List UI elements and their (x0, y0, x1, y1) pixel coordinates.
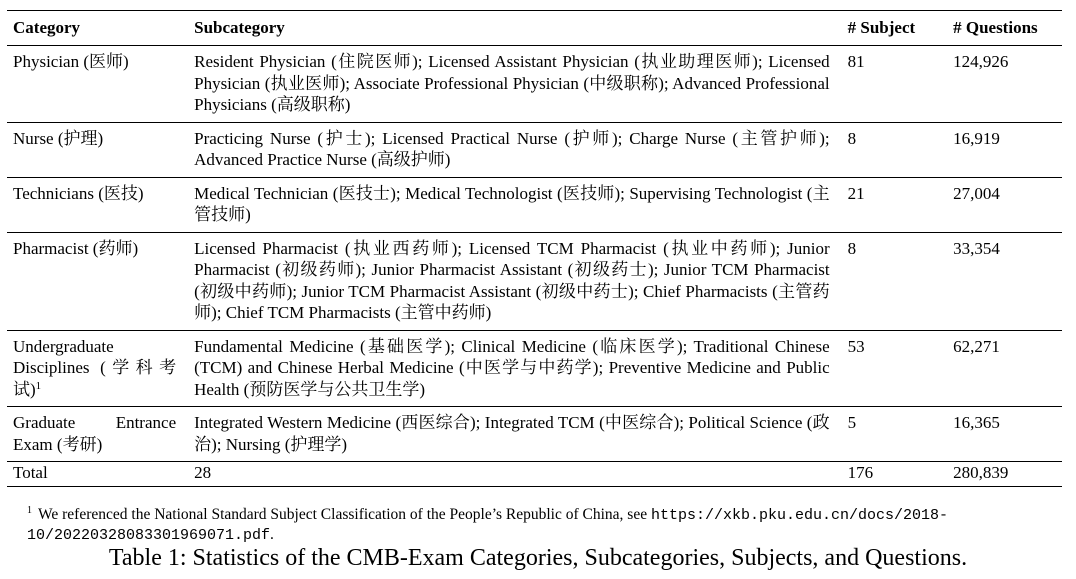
footnote-link[interactable]: https://xkb.pku.edu.cn/docs/2018-10/20220328083301969071.pdf (27, 507, 949, 544)
subcategory-cell: Fundamental Medicine (基础医学); Clinical Medicine (临床医学); Traditional Chinese (TCM) and Chinese Herbal Medicine (中医学与中药学); Preventive Medicine and Public Health (预防医学与公共卫生学) (194, 336, 830, 399)
subject-count-cell: 5 (847, 413, 857, 432)
question-count-cell: 27,004 (953, 183, 1000, 203)
question-count-cell: 16,919 (953, 128, 1000, 148)
statistics-table (7, 10, 1062, 487)
subcategory-cell: Practicing Nurse (护士); Licensed Practical Nurse (护师); Charge Nurse (主管护师); Advanced Practice Nurse (高级护师) (194, 128, 830, 169)
subject-count-cell: 21 (847, 183, 865, 203)
total-subject-count: 176 (847, 463, 874, 482)
table-caption: Table 1: Statistics of the CMB-Exam Categories, Subcategories, Subjects, and Questions. (108, 545, 968, 571)
total-question-count: 280,839 (953, 463, 1009, 482)
footnote-end: . (270, 526, 274, 543)
question-count-cell: 33,354 (953, 238, 1000, 258)
footnote-text: We referenced the National Standard Subject Classification of the People’s Republic of China, see (38, 506, 648, 523)
table-row (7, 330, 1062, 407)
category-label: Undergraduate Disciplines (学科考试) (13, 336, 177, 399)
total-subcategory-count: 28 (194, 463, 212, 482)
question-count-cell: 16,365 (953, 413, 1000, 432)
table-row (7, 177, 1062, 232)
question-count-cell: 62,271 (953, 336, 1000, 356)
header-subject: # Subject (847, 18, 916, 38)
footnote (27, 505, 1067, 545)
footnote-ref: 1 (35, 379, 42, 392)
total-row (7, 462, 1062, 487)
table-row (7, 46, 1062, 123)
header-questions: # Questions (953, 18, 1038, 38)
subcategory-cell: Integrated Western Medicine (西医综合); Integrated TCM (中医综合); Political Science (政治); Nursing (护理学) (194, 413, 830, 454)
category-cell: Pharmacist (药师) (13, 238, 139, 258)
subject-count-cell: 8 (847, 238, 857, 258)
subcategory-cell: Resident Physician (住院医师); Licensed Assistant Physician (执业助理医师); Licensed Physician (执业医师); Associate Professional Physician (中级职称); Advanced Professional Physicians (高级职称) (194, 52, 830, 114)
table-row (7, 232, 1062, 330)
table-row (7, 122, 1062, 177)
table-row (7, 407, 1062, 462)
category-cell: Nurse (护理) (13, 128, 104, 148)
category-cell: Technicians (医技) (13, 183, 144, 203)
header-category: Category (13, 18, 81, 38)
footnote-mark: 1 (27, 505, 32, 516)
subject-count-cell: 53 (847, 336, 865, 356)
total-label: Total (13, 463, 48, 482)
subcategory-cell: Medical Technician (医技士); Medical Technologist (医技师); Supervising Technologist (主管技师) (194, 183, 830, 224)
category-cell: Physician (医师) (13, 52, 129, 71)
table-header-row (7, 11, 1062, 46)
category-cell (13, 336, 194, 401)
category-cell: Graduate Entrance Exam (考研) (13, 413, 177, 454)
subject-count-cell: 8 (847, 128, 857, 148)
question-count-cell: 124,926 (953, 52, 1009, 71)
subject-count-cell: 81 (847, 52, 865, 71)
subcategory-cell: Licensed Pharmacist (执业西药师); Licensed TCM Pharmacist (执业中药师); Junior Pharmacist (初级药师); Junior Pharmacist Assistant (初级药士); Junior TCM Pharmacist (初级中药师); Junior TCM Pharmacist Assistant (初级中药士); Chief Pharmacists (主管药师); Chief TCM Pharmacists (主管中药师) (194, 238, 830, 322)
header-subcategory: Subcategory (194, 18, 285, 38)
